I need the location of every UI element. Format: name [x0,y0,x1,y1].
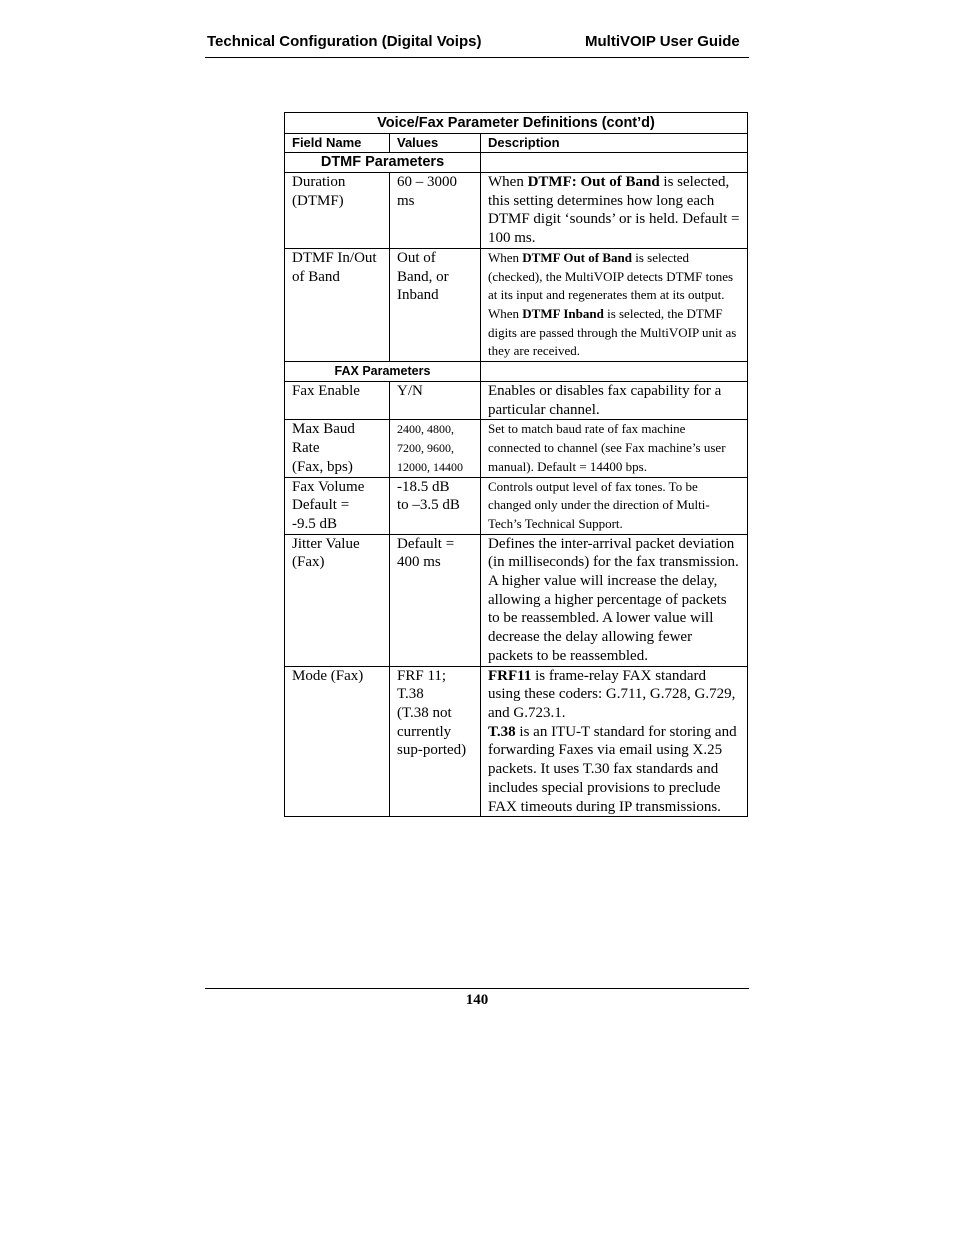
table-row-jitter-value [285,534,748,666]
field-name-cell: Max Baud Rate (Fax, bps) [285,420,390,477]
values-cell: -18.5 dB to –3.5 dB [390,477,481,534]
values-cell: Default = 400 ms [390,534,481,666]
page-number: 140 [465,992,489,1008]
field-name-cell: Fax Enable [285,382,390,420]
header-guide-title: MultiVOIP User Guide [585,33,740,50]
description-cell: Set to match baud rate of fax machine connected to channel (see Fax machine’s user manual). Default = 14400 bps. [481,420,748,477]
values-cell: FRF 11; T.38 (T.38 not currently sup-ported) [390,666,481,817]
column-header-values: Values [390,134,481,153]
section-blank-cell [481,153,748,173]
description-cell: Enables or disables fax capability for a particular channel. [481,382,748,420]
field-name-cell: Mode (Fax) [285,666,390,817]
header-divider [205,57,749,58]
values-cell: Out of Band, or Inband [390,248,481,361]
description-cell: Defines the inter-arrival packet deviation (in milliseconds) for the fax transmission. A higher value will increase the delay, allowing a higher percentage of packets to be reassembled. A lower value will decrease the delay allowing fewer packets to be reassembled. [481,534,748,666]
section-blank-cell [481,362,748,382]
table-row-duration [285,173,748,249]
column-header-field-name: Field Name [285,134,390,153]
section-row-dtmf [285,153,748,173]
table-row-fax-volume [285,477,748,534]
table-row-dtmf-in-out [285,248,748,361]
field-name-cell: Fax Volume Default = -9.5 dB [285,477,390,534]
table-title: Voice/Fax Parameter Definitions (cont’d) [285,113,748,134]
section-title-dtmf: DTMF Parameters [285,153,481,173]
field-name-cell: Duration (DTMF) [285,173,390,249]
t38-paragraph: T.38 is an ITU-T standard for storing and forwarding Faxes via email using X.25 packets. It uses T.30 fax standards and includes special provisions to preclude FAX timeouts during IP transmissions. [488,723,737,815]
description-cell: When DTMF: Out of Band is selected, this setting determines how long each DTMF digit ‘sounds’ or is held. Default = 100 ms. [481,173,748,249]
description-cell: When DTMF Out of Band is selected (checked), the MultiVOIP detects DTMF tones at its input and regenerates them at its output. When DTMF Inband is selected, the DTMF digits are passed through the MultiVOIP unit as they are received. [481,248,748,361]
parameter-definitions-table [284,112,748,817]
field-name-cell: Jitter Value (Fax) [285,534,390,666]
table-row-mode [285,666,748,817]
section-row-fax [285,362,748,382]
values-cell: 60 – 3000 ms [390,173,481,249]
field-name-cell: DTMF In/Out of Band [285,248,390,361]
section-title-fax: FAX Parameters [285,362,481,382]
frf11-paragraph: FRF11 is frame-relay FAX standard using these coders: G.711, G.728, G.729, and G.723.1. [488,667,736,721]
header-section-title: Technical Configuration (Digital Voips) [207,33,482,50]
table-row-fax-enable [285,382,748,420]
values-cell: 2400, 4800, 7200, 9600, 12000, 14400 [390,420,481,477]
values-cell: Y/N [390,382,481,420]
description-cell [481,666,748,817]
footer-divider [205,988,749,989]
column-header-row [285,134,748,153]
column-header-description: Description [481,134,748,153]
table-row-max-baud-rate [285,420,748,477]
table-title-row [285,113,748,134]
description-cell: Controls output level of fax tones. To be changed only under the direction of Multi-Tech’s Technical Support. [481,477,748,534]
